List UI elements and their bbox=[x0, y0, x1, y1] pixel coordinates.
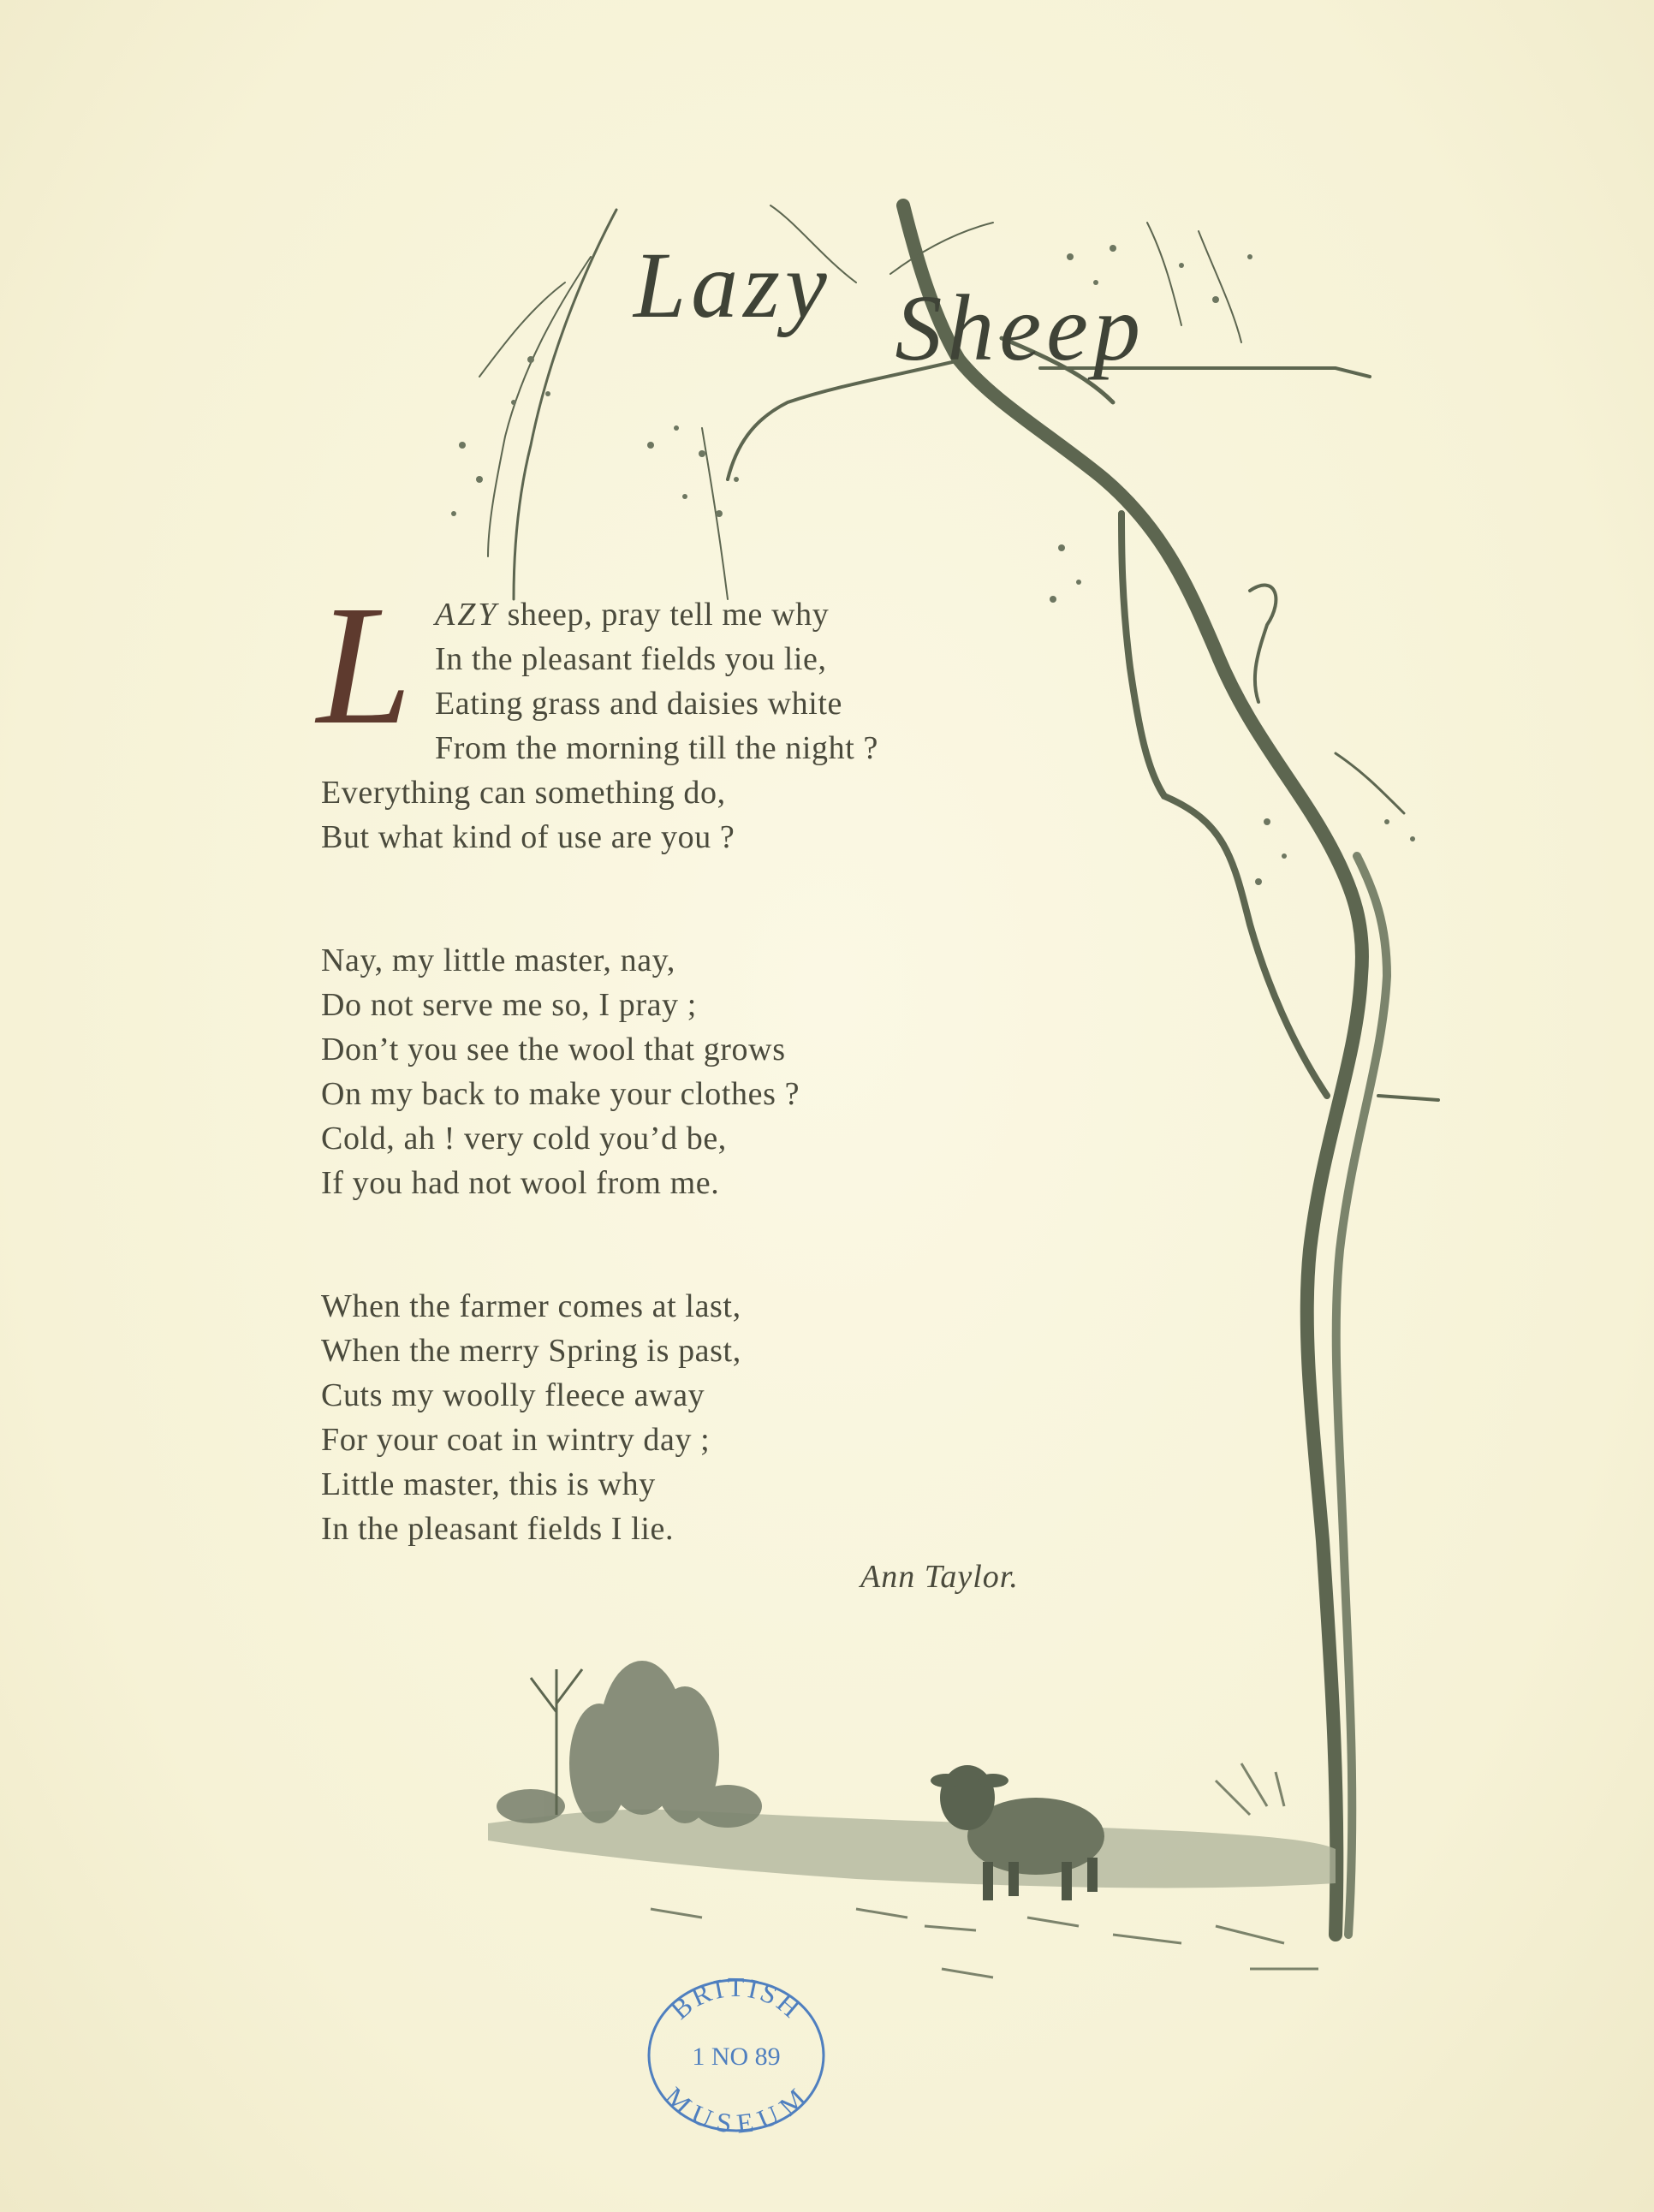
poem-line: Little master, this is why bbox=[321, 1466, 656, 1502]
stanza-3 bbox=[321, 1284, 1092, 1551]
poem-line: For your coat in wintry day ; bbox=[321, 1422, 711, 1458]
first-word: AZY bbox=[435, 597, 499, 633]
poem-line: Everything can something do, bbox=[321, 775, 726, 811]
poem-line: Cold, ah ! very cold you’d be, bbox=[321, 1121, 727, 1157]
poem-line: From the morning till the night ? bbox=[435, 730, 878, 766]
poem-line: On my back to make your clothes ? bbox=[321, 1076, 800, 1112]
museum-stamp-icon bbox=[644, 1976, 829, 2135]
stamp-bottom-text: MUSEUM bbox=[658, 2080, 814, 2135]
poem-line: Don’t you see the wool that grows bbox=[321, 1032, 786, 1067]
poem-line: But what kind of use are you ? bbox=[321, 819, 735, 855]
poem-line: When the farmer comes at last, bbox=[321, 1288, 741, 1324]
stanza-1 bbox=[321, 592, 1092, 859]
author-signature: Ann Taylor. bbox=[860, 1559, 1019, 1595]
line-text: sheep, pray tell me why bbox=[507, 597, 830, 633]
poem-line bbox=[321, 592, 1092, 637]
title-word-lazy: Lazy bbox=[634, 233, 832, 337]
poem-line: If you had not wool from me. bbox=[321, 1165, 720, 1201]
stamp-top-text: BRITISH bbox=[663, 1976, 808, 2025]
poem-line: Do not serve me so, I pray ; bbox=[321, 987, 697, 1023]
poem-line: When the merry Spring is past, bbox=[321, 1333, 741, 1369]
poem-line: Cuts my woolly fleece away bbox=[321, 1377, 705, 1413]
poem-line: In the pleasant fields you lie, bbox=[435, 641, 827, 677]
stanza-2 bbox=[321, 938, 1092, 1205]
poem-line: Eating grass and daisies white bbox=[435, 686, 843, 722]
poem bbox=[321, 592, 1092, 1551]
poem-line: In the pleasant fields I lie. bbox=[321, 1511, 675, 1547]
page-title bbox=[634, 231, 1145, 380]
poem-line: Nay, my little master, nay, bbox=[321, 942, 675, 978]
stamp-middle-text: 1 NO 89 bbox=[692, 2043, 781, 2071]
drop-cap: L bbox=[317, 571, 413, 760]
title-word-sheep: Sheep bbox=[895, 276, 1145, 380]
